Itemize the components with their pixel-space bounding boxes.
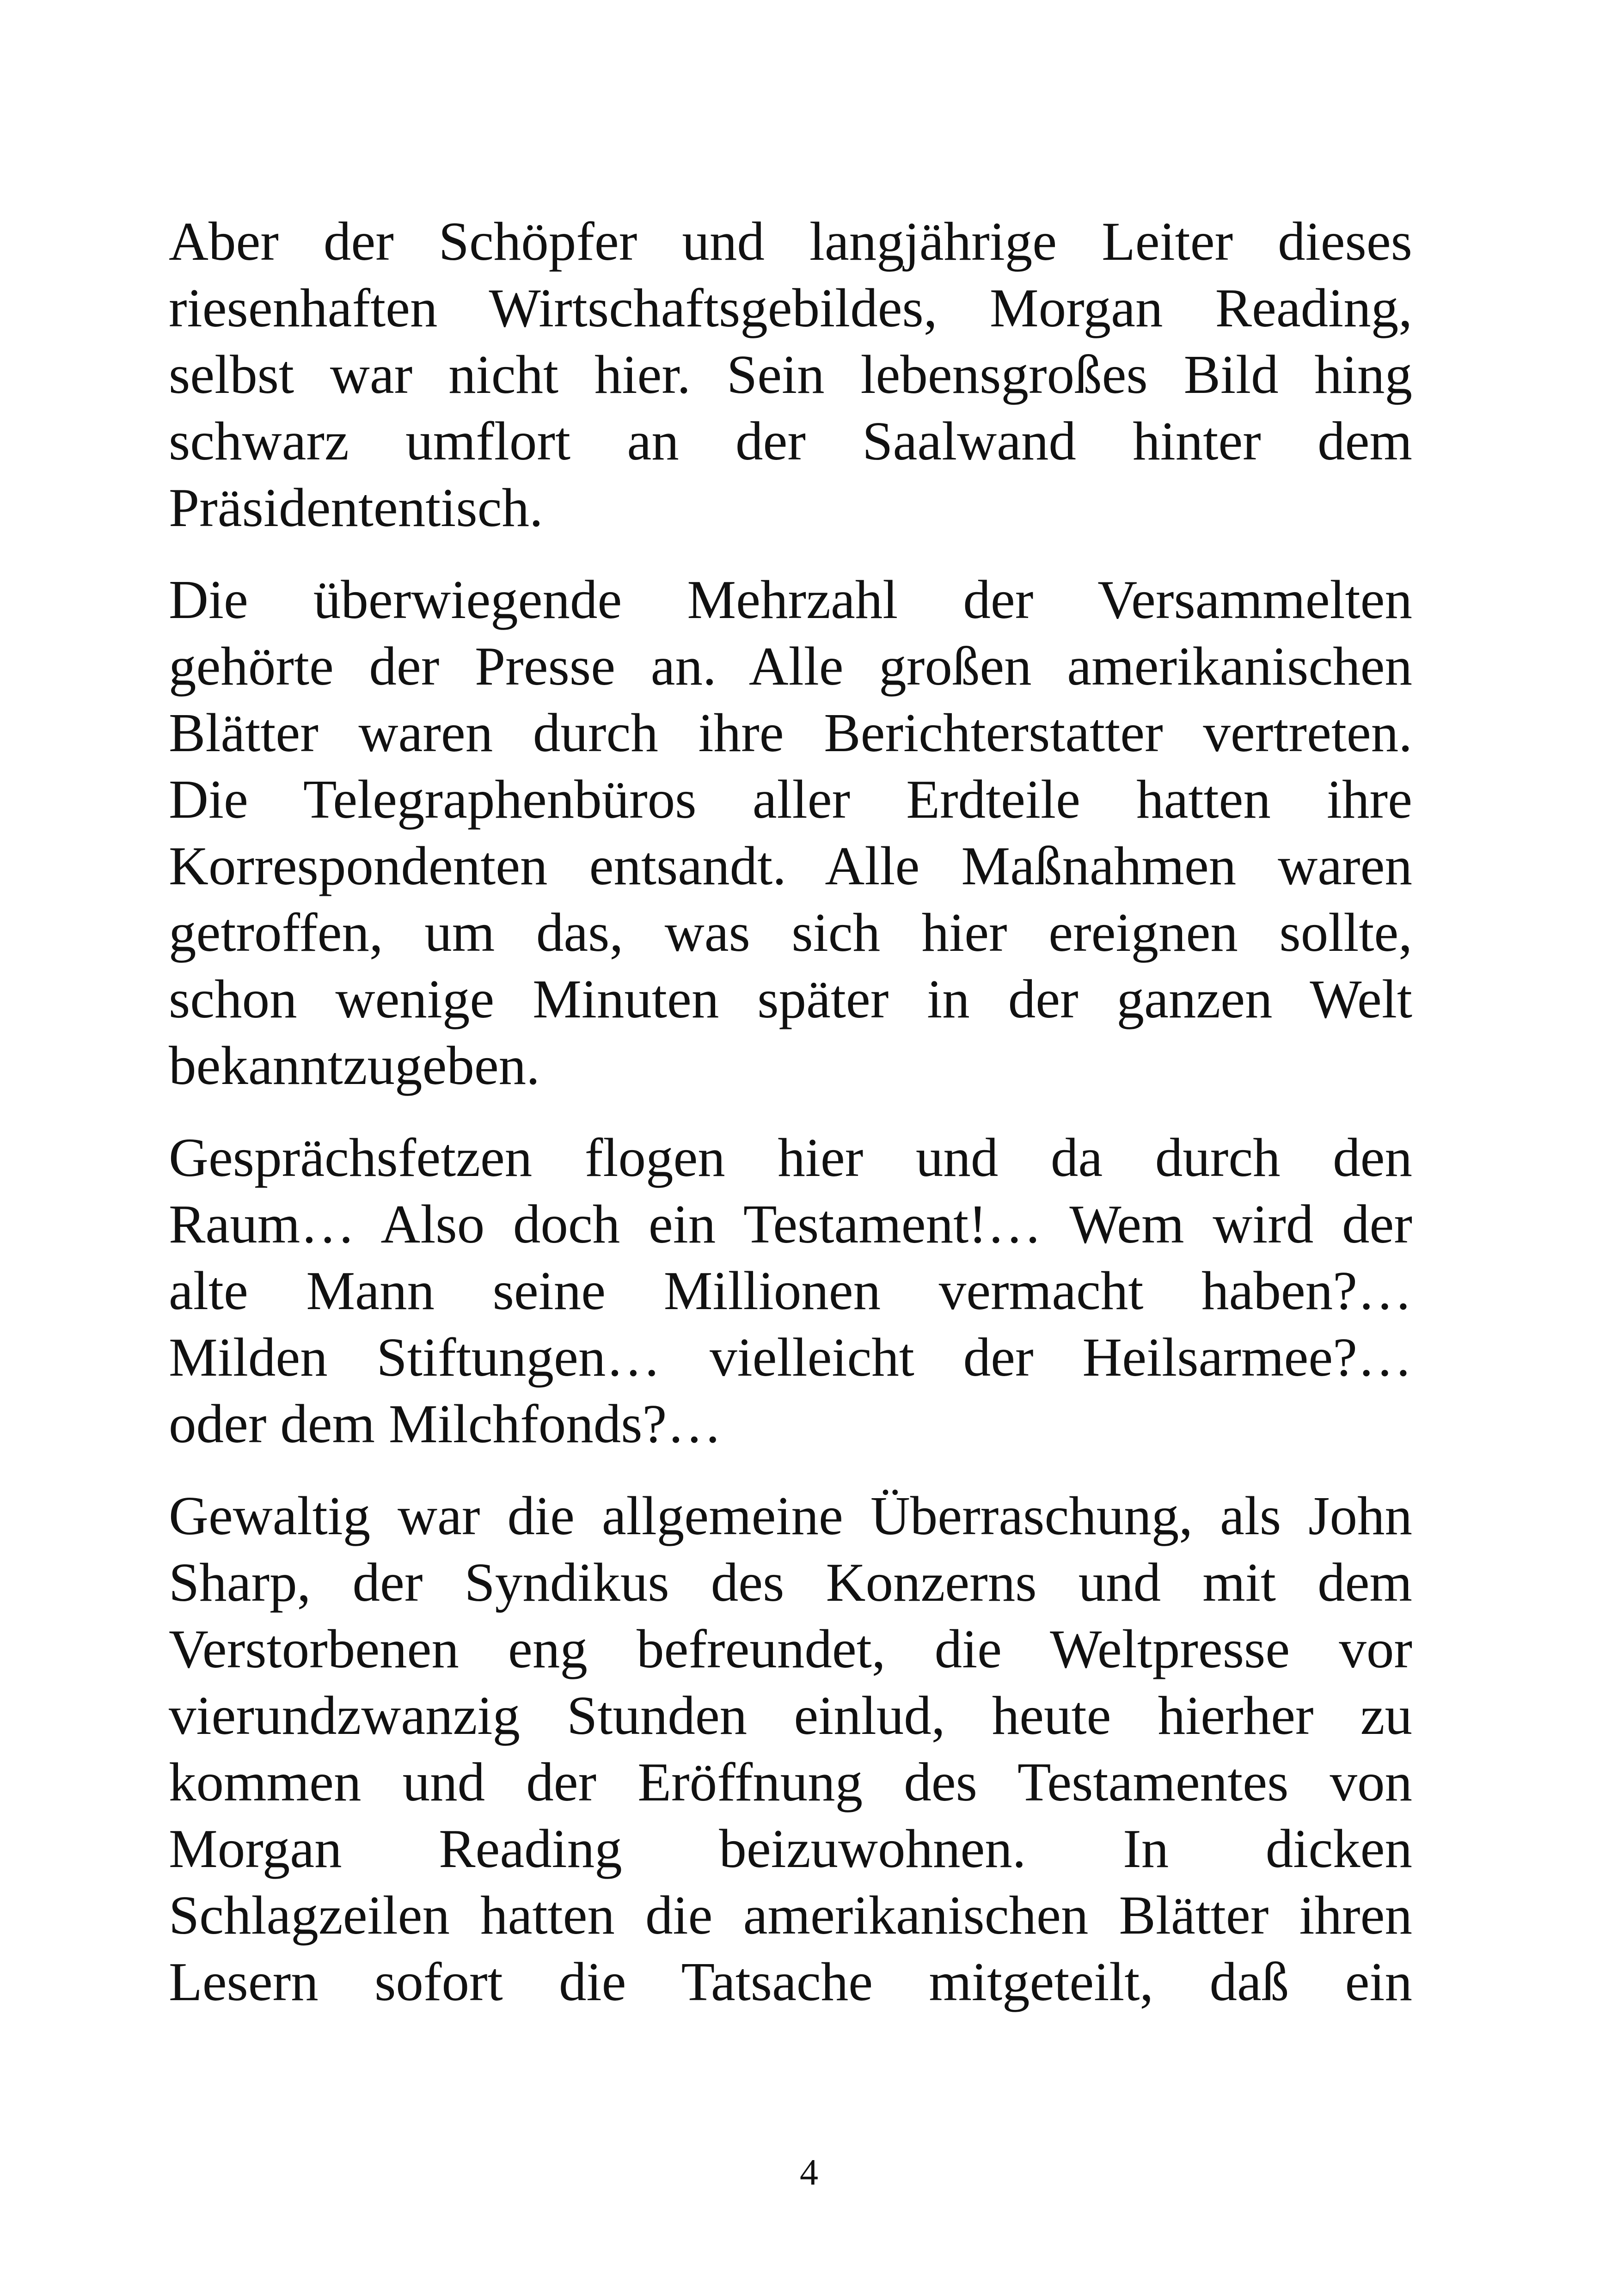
text-line: getroffen, um das, was sich hier ereignen sollte, <box>169 902 1412 963</box>
text-line: alte Mann seine Millionen vermacht haben?… <box>169 1260 1412 1321</box>
page-number: 4 <box>800 2152 818 2193</box>
text-line: Korrespondenten entsandt. Alle Maßnahmen waren <box>169 835 1412 896</box>
text-line: kommen und der Eröffnung des Testamentes von <box>169 1751 1412 1812</box>
text-line: Aber der Schöpfer und langjährige Leiter dieses <box>169 211 1412 272</box>
text-line: bekanntzugeben. <box>169 1035 540 1096</box>
paragraph-3 <box>169 1124 1412 1457</box>
text-line: Lesern sofort die Tatsache mitgeteilt, daß ein <box>169 1951 1412 2012</box>
text-line: Die überwiegende Mehrzahl der Versammelten <box>169 569 1412 630</box>
text-line: Schlagzeilen hatten die amerikanischen Blätter ihren <box>169 1885 1412 1946</box>
text-line: Raum… Also doch ein Testament!… Wem wird der <box>169 1194 1412 1255</box>
text-line: Morgan Reading beizuwohnen. In dicken <box>169 1818 1412 1879</box>
text-line: Blätter waren durch ihre Berichterstatter vertreten. <box>169 702 1412 763</box>
text-line: riesenhaften Wirtschaftsgebildes, Morgan Reading, <box>169 277 1412 338</box>
body-text <box>169 208 1412 2040</box>
text-line: vierundzwanzig Stunden einlud, heute hierher zu <box>169 1685 1412 1746</box>
text-line: Sharp, der Syndikus des Konzerns und mit dem <box>169 1552 1412 1613</box>
text-line: oder dem Milchfonds?… <box>169 1393 722 1454</box>
text-line: Präsidententisch. <box>169 477 543 538</box>
text-line: Verstorbenen eng befreundet, die Weltpresse vor <box>169 1618 1412 1679</box>
text-line: schwarz umflort an der Saalwand hinter dem <box>169 410 1412 471</box>
text-line: schon wenige Minuten später in der ganzen Welt <box>169 968 1412 1029</box>
paragraph-4 <box>169 1482 1412 2015</box>
text-line: gehörte der Presse an. Alle großen amerikanischen <box>169 636 1412 697</box>
text-line: Gewaltig war die allgemeine Überraschung, als John <box>169 1485 1412 1546</box>
text-line: selbst war nicht hier. Sein lebensgroßes Bild hing <box>169 344 1412 405</box>
paragraph-1 <box>169 208 1412 541</box>
text-line: Milden Stiftungen… vielleicht der Heilsarmee?… <box>169 1327 1412 1388</box>
paragraph-2 <box>169 566 1412 1099</box>
text-line: Gesprächsfetzen flogen hier und da durch den <box>169 1127 1412 1188</box>
text-line: Die Telegraphenbüros aller Erdteile hatten ihre <box>169 769 1412 830</box>
